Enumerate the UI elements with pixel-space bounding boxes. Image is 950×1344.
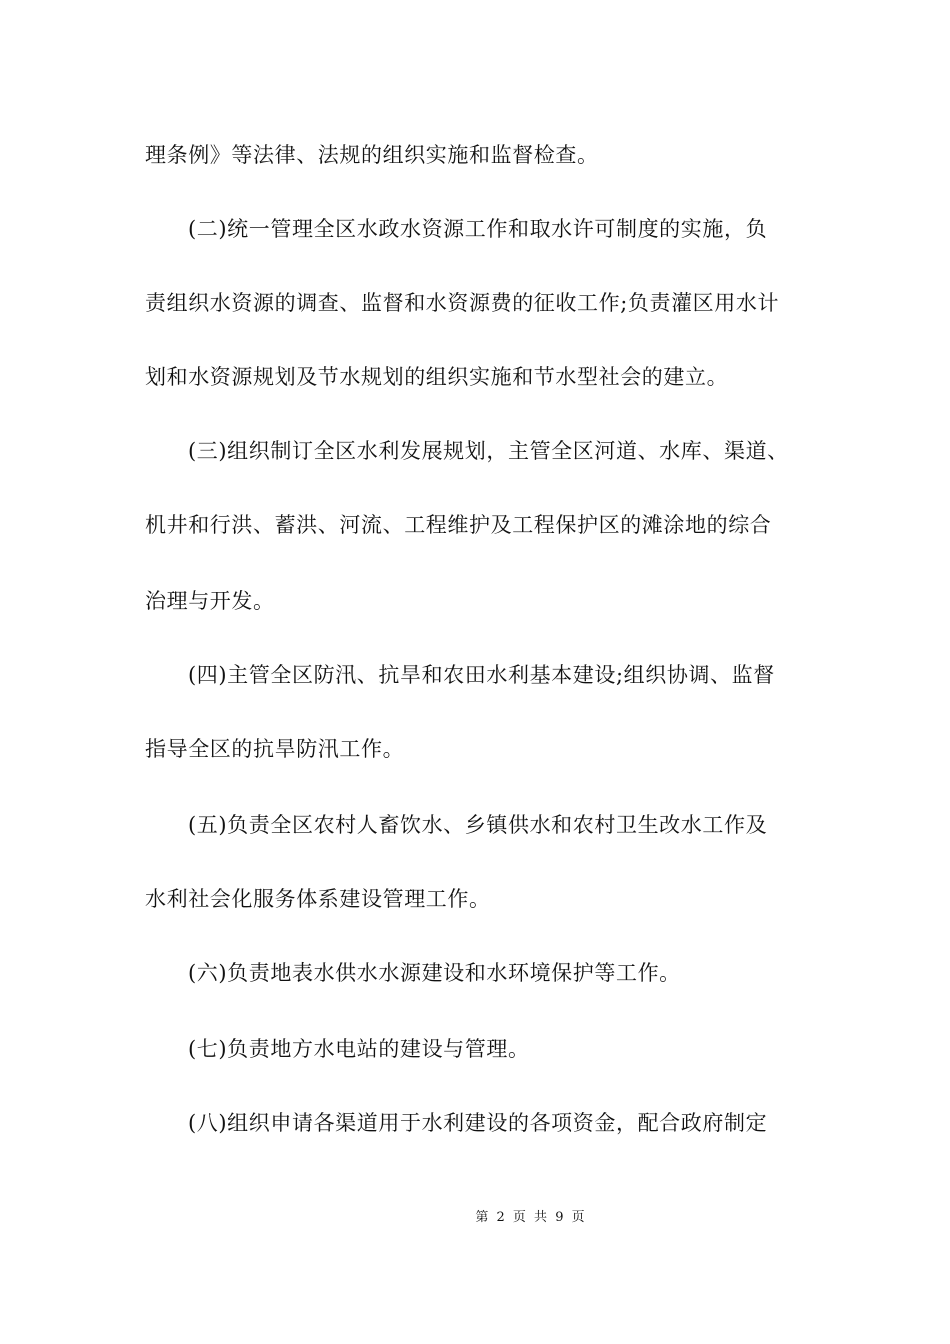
text-line: 责组织水资源的调查、监督和水资源费的征收工作;负责灌区用水计 — [145, 291, 780, 315]
text-line: 治理与开发。 — [145, 589, 275, 613]
text-line: 理条例》等法律、法规的组织实施和监督检查。 — [145, 143, 599, 167]
text-line: 划和水资源规划及节水规划的组织实施和节水型社会的建立。 — [145, 365, 729, 389]
text-line: (八)组织申请各渠道用于水利建设的各项资金，配合政府制定 — [188, 1111, 768, 1135]
text-line: 水利社会化服务体系建设管理工作。 — [145, 887, 491, 911]
text-line: (六)负责地表水供水水源建设和水环境保护等工作。 — [188, 961, 681, 985]
text-line: (五)负责全区农村人畜饮水、乡镇供水和农村卫生改水工作及 — [188, 813, 768, 837]
page-number-footer: 第 2 页 共 9 页 — [475, 1210, 585, 1225]
text-line: (七)负责地方水电站的建设与管理。 — [188, 1037, 530, 1061]
text-line: 机井和行洪、蓄洪、河流、工程维护及工程保护区的滩涂地的综合 — [145, 513, 772, 537]
text-line: (二)统一管理全区水政水资源工作和取水许可制度的实施，负 — [188, 217, 768, 241]
text-line: 指导全区的抗旱防汛工作。 — [145, 737, 405, 761]
text-line: (三)组织制订全区水利发展规划，主管全区河道、水库、渠道、 — [188, 439, 789, 463]
text-line: (四)主管全区防汛、抗旱和农田水利基本建设;组织协调、监督 — [188, 663, 775, 687]
